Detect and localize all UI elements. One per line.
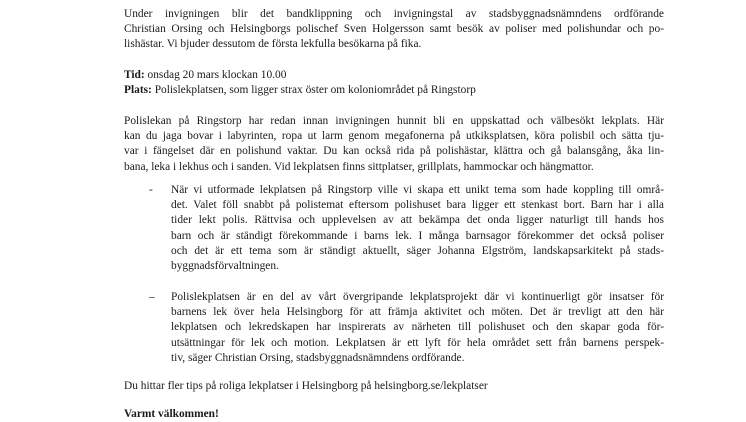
event-place: [124, 83, 664, 98]
description-line-3: var i fängelset där en polishund vaktar. Du kan också rida på polishästar, klättra och gå balansgång, åka lin-: [124, 145, 664, 158]
place-value: Polislekplatsen, som ligger strax öster om koloniområdet på Ringstorp: [151, 84, 476, 97]
description-paragraph: [124, 114, 664, 175]
place-label: Plats:: [124, 84, 152, 97]
quote-1-line-5: och det är ett tema som är ständigt aktuellt, säger Johanna Elgström, landskapsarkitekt på stads-: [171, 244, 664, 257]
intro-line-1: Under invigningen blir det bandklippning och invigningstal av stadsbyggnadsnämndens ordförande: [124, 8, 664, 20]
quote-2-line-4: utsättningar för lek och motion. Lekplatsen är ett lyft för hela området sett från barnens perspek-: [171, 336, 664, 349]
quote-2: [171, 290, 664, 366]
quote-2-line-3: lekplatsen och lekredskapen har inspirerats av närheten till polishuset och den skapar goda för-: [171, 321, 664, 334]
closing-text: Varmt välkommen!: [124, 408, 219, 420]
description-line-4: bana, leka i lekhus och i sanden. Vid lekplatsen finns sittplatser, grillplats, hammockar och hängmattor.: [124, 160, 594, 173]
quote-1-dash: -: [149, 184, 153, 196]
quote-2-line-2: barnens lek över hela Helsingborg för att främja aktivitet och möten. Det är trevligt att den här: [171, 306, 664, 319]
quote-1: [171, 183, 664, 274]
quote-1-line-6: byggnadsförvaltningen.: [171, 260, 279, 273]
quote-1-line-1: När vi utformade lekplatsen på Ringstorp ville vi skapa ett unikt tema som hade koppling till områ-: [171, 184, 664, 196]
time-label: Tid:: [124, 69, 145, 81]
event-details: [124, 68, 664, 98]
intro-line-3: lishästar. Vi bjuder dessutom de första lekfulla besökarna på fika.: [124, 38, 422, 51]
tips-paragraph: [124, 379, 664, 394]
quote-1-line-3: tider lekt polis. Rättvisa och upplevelsen av att bekämpa det onda ligger naturligt till hands hos: [171, 214, 664, 227]
intro-line-2: Christian Orsing och Helsingborgs polischef Sven Holgersson samt besök av poliser med polishundar och po-: [124, 23, 664, 36]
tips-line: Du hittar fler tips på roliga lekplatser i Helsingborg på helsingborg.se/lekplatser: [124, 380, 488, 392]
event-time: [124, 68, 664, 83]
description-line-2: kan du jaga bovar i labyrinten, ropa ut larm genom megafonerna på utkiksplatsen, köra polisbil och sätta tju-: [124, 130, 664, 143]
closing-line: [124, 407, 664, 422]
quote-1-line-4: barn och är ständigt förekommande i barns lek. I många barnsagor förekommer det också poliser: [171, 229, 664, 242]
quote-2-dash: –: [149, 291, 155, 303]
quote-2-line-5: tiv, säger Christian Orsing, stadsbyggnadsnämndens ordförande.: [171, 351, 465, 364]
intro-paragraph: [124, 7, 664, 53]
quote-2-line-1: Polislekplatsen är en del av vårt övergripande lekplatsprojekt där vi kontinuerligt gör insatser för: [171, 291, 664, 303]
quote-1-line-2: det. Valet föll snabbt på polistemat eftersom polishuset bara ligger ett stenkast bort. Barn har i alla: [171, 199, 664, 212]
closing-paragraph: [124, 407, 664, 422]
time-value: onsdag 20 mars klockan 10.00: [144, 69, 287, 81]
description-line-1: Polislekan på Ringstorp har redan innan invigningen hunnit bli en uppskattad och välbesökt lekplats. Här: [124, 115, 664, 127]
